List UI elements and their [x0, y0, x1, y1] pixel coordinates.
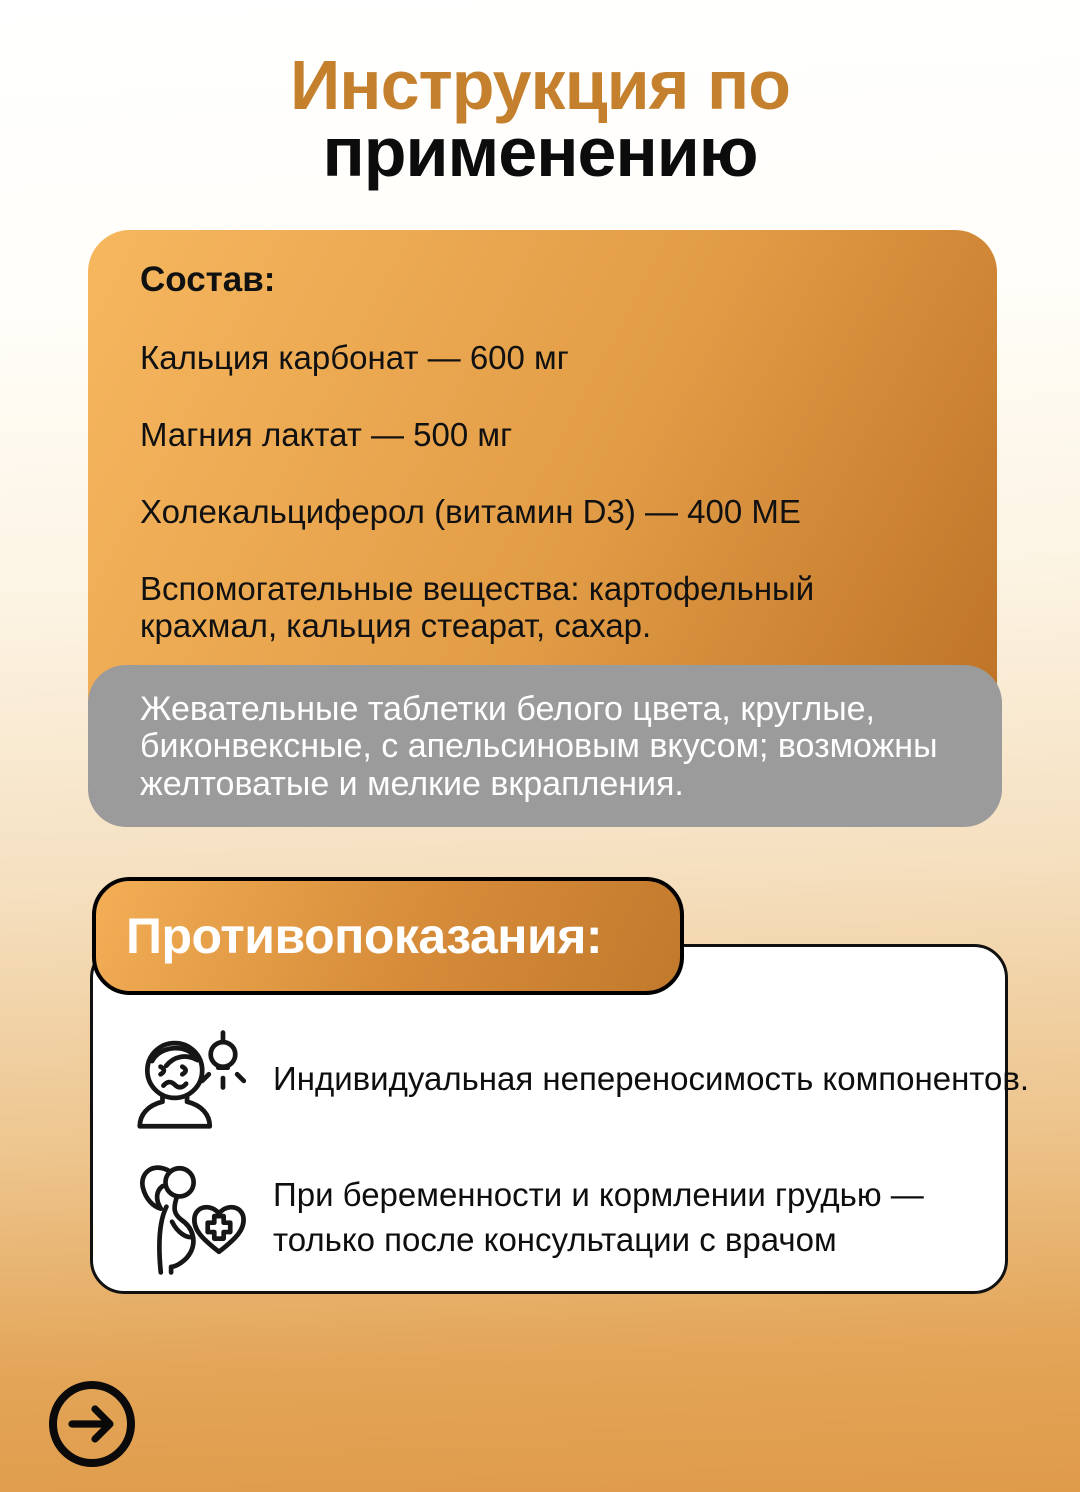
- pregnant-woman-medical-heart-icon: [127, 1159, 249, 1277]
- composition-heading: Состав:: [140, 260, 276, 299]
- contraindication-text: При беременности и кормлении грудью — только после консультации с врачом: [273, 1176, 924, 1258]
- next-button[interactable]: [48, 1380, 136, 1468]
- composition-item: Кальция карбонат — 600 мг: [140, 339, 569, 376]
- composition-item: Вспомогательные вещества: картофельный крахмал, кальция стеарат, сахар.: [140, 569, 815, 644]
- page-title-accent-line: Инструкция по: [289, 46, 790, 124]
- contraindications-header: [92, 877, 684, 995]
- page-title-black-line: применению: [322, 112, 758, 191]
- page-title: [0, 46, 1080, 191]
- intolerant-person-lightbulb-icon: [127, 1027, 249, 1131]
- composition-item: Магния лактат — 500 мг: [140, 415, 513, 453]
- composition-card: [88, 230, 997, 740]
- tablet-description-card: [88, 665, 1002, 827]
- tablet-description-text: Жевательные таблетки белого цвета, круглые, биконвексные, с апельсиновым вкусом; возможны желтоватые и мелкие вкрапления.: [140, 689, 938, 803]
- contraindication-text: Индивидуальная непереносимость компонентов.: [273, 1059, 1030, 1097]
- contraindications-card: [90, 944, 1030, 1294]
- composition-item: Холекальциферол (витамин D3) — 400 МЕ: [140, 492, 801, 530]
- contraindications-heading: Противопоказания:: [126, 907, 603, 964]
- arrow-right-circle-icon: [48, 1380, 136, 1468]
- contraindication-item: [127, 1159, 977, 1277]
- contraindication-item: [127, 1027, 1030, 1131]
